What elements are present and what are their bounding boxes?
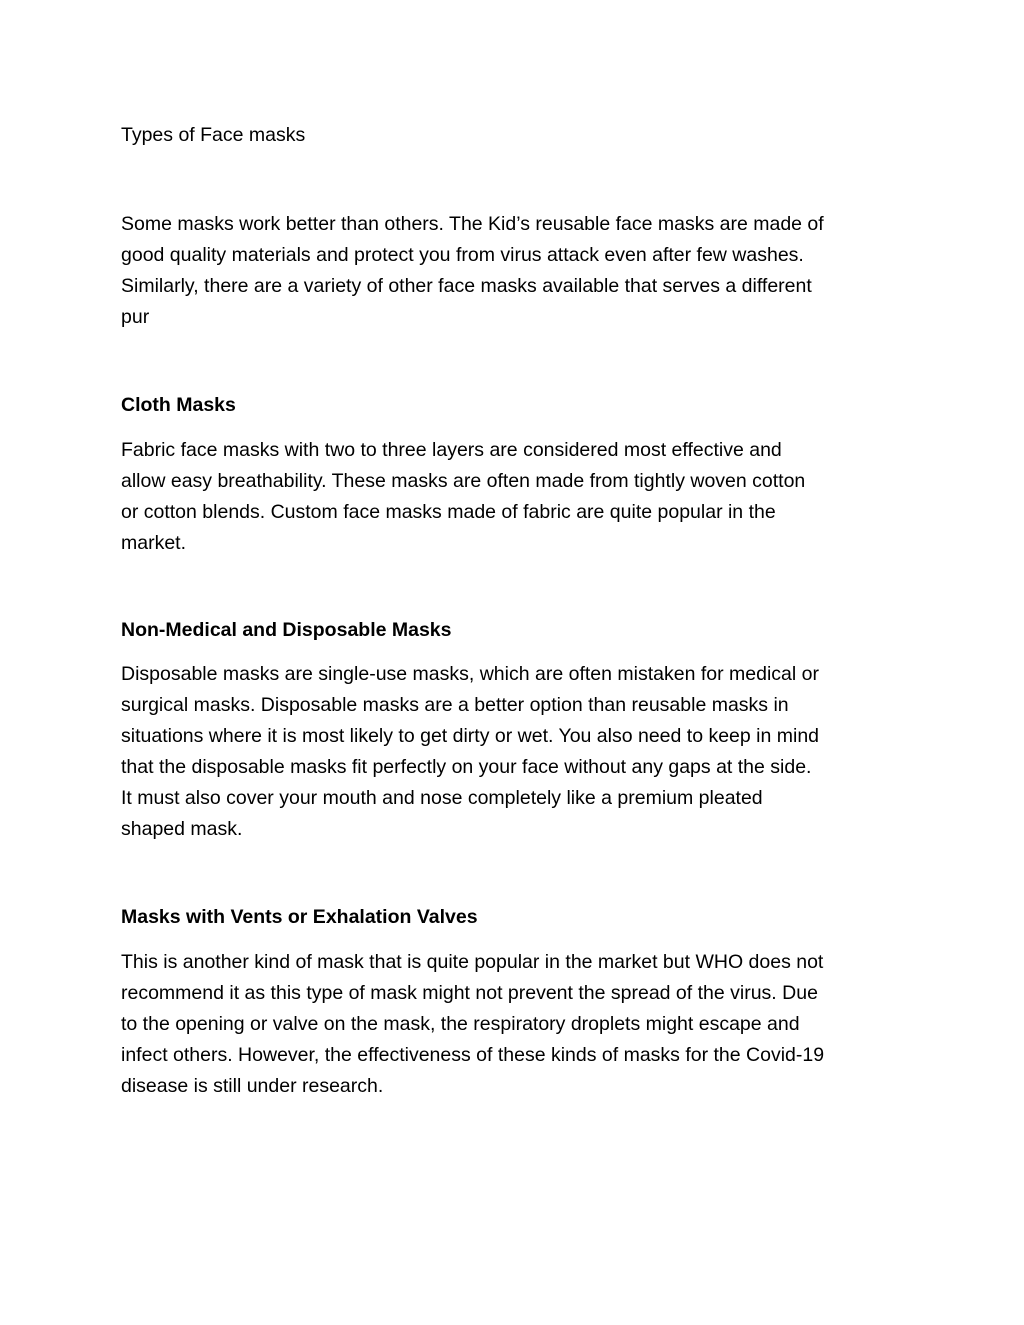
section-heading-cloth-masks: [121, 390, 911, 421]
paragraph-line: that the disposable masks fit perfectly on your face without any gaps at the side.: [121, 756, 812, 778]
paragraph-line: surgical masks. Disposable masks are a better option than reusable masks in: [121, 694, 789, 716]
paragraph-line: Fabric face masks with two to three layers are considered most effective and: [121, 439, 782, 461]
paragraph-line: disease is still under research.: [121, 1075, 384, 1097]
intro-paragraph: [121, 209, 911, 333]
paragraph-line: market.: [121, 532, 187, 554]
section-heading-text: Non-Medical and Disposable Masks: [121, 619, 452, 641]
paragraph-line: It must also cover your mouth and nose completely like a premium pleated: [121, 787, 763, 809]
section-heading-text: Cloth Masks: [121, 394, 236, 416]
document-title-text: Types of Face masks: [121, 124, 306, 146]
section-paragraph-cloth-masks: [121, 435, 911, 559]
intro-line: pur: [121, 306, 150, 328]
intro-line: Some masks work better than others. The Kid’s reusable face masks are made of: [121, 213, 824, 235]
paragraph-line: to the opening or valve on the mask, the respiratory droplets might escape and: [121, 1013, 800, 1035]
section-paragraph-non-medical-masks: [121, 659, 911, 845]
paragraph-line: or cotton blends. Custom face masks made of fabric are quite popular in the: [121, 501, 776, 523]
section-paragraph-vent-masks: [121, 947, 911, 1102]
paragraph-line: This is another kind of mask that is quite popular in the market but WHO does not: [121, 951, 824, 973]
paragraph-line: shaped mask.: [121, 818, 243, 840]
paragraph-line: allow easy breathability. These masks are often made from tightly woven cotton: [121, 470, 806, 492]
document-title: [121, 120, 911, 151]
section-heading-non-medical-masks: [121, 615, 911, 646]
paragraph-line: recommend it as this type of mask might not prevent the spread of the virus. Due: [121, 982, 818, 1004]
paragraph-line: Disposable masks are single-use masks, which are often mistaken for medical or: [121, 663, 819, 685]
section-heading-vent-masks: [121, 902, 911, 933]
intro-line: good quality materials and protect you from virus attack even after few washes.: [121, 244, 804, 266]
paragraph-line: situations where it is most likely to get dirty or wet. You also need to keep in mind: [121, 725, 820, 747]
section-heading-text: Masks with Vents or Exhalation Valves: [121, 906, 478, 928]
paragraph-line: infect others. However, the effectiveness of these kinds of masks for the Covid-19: [121, 1044, 825, 1066]
intro-line: Similarly, there are a variety of other face masks available that serves a different: [121, 275, 812, 297]
